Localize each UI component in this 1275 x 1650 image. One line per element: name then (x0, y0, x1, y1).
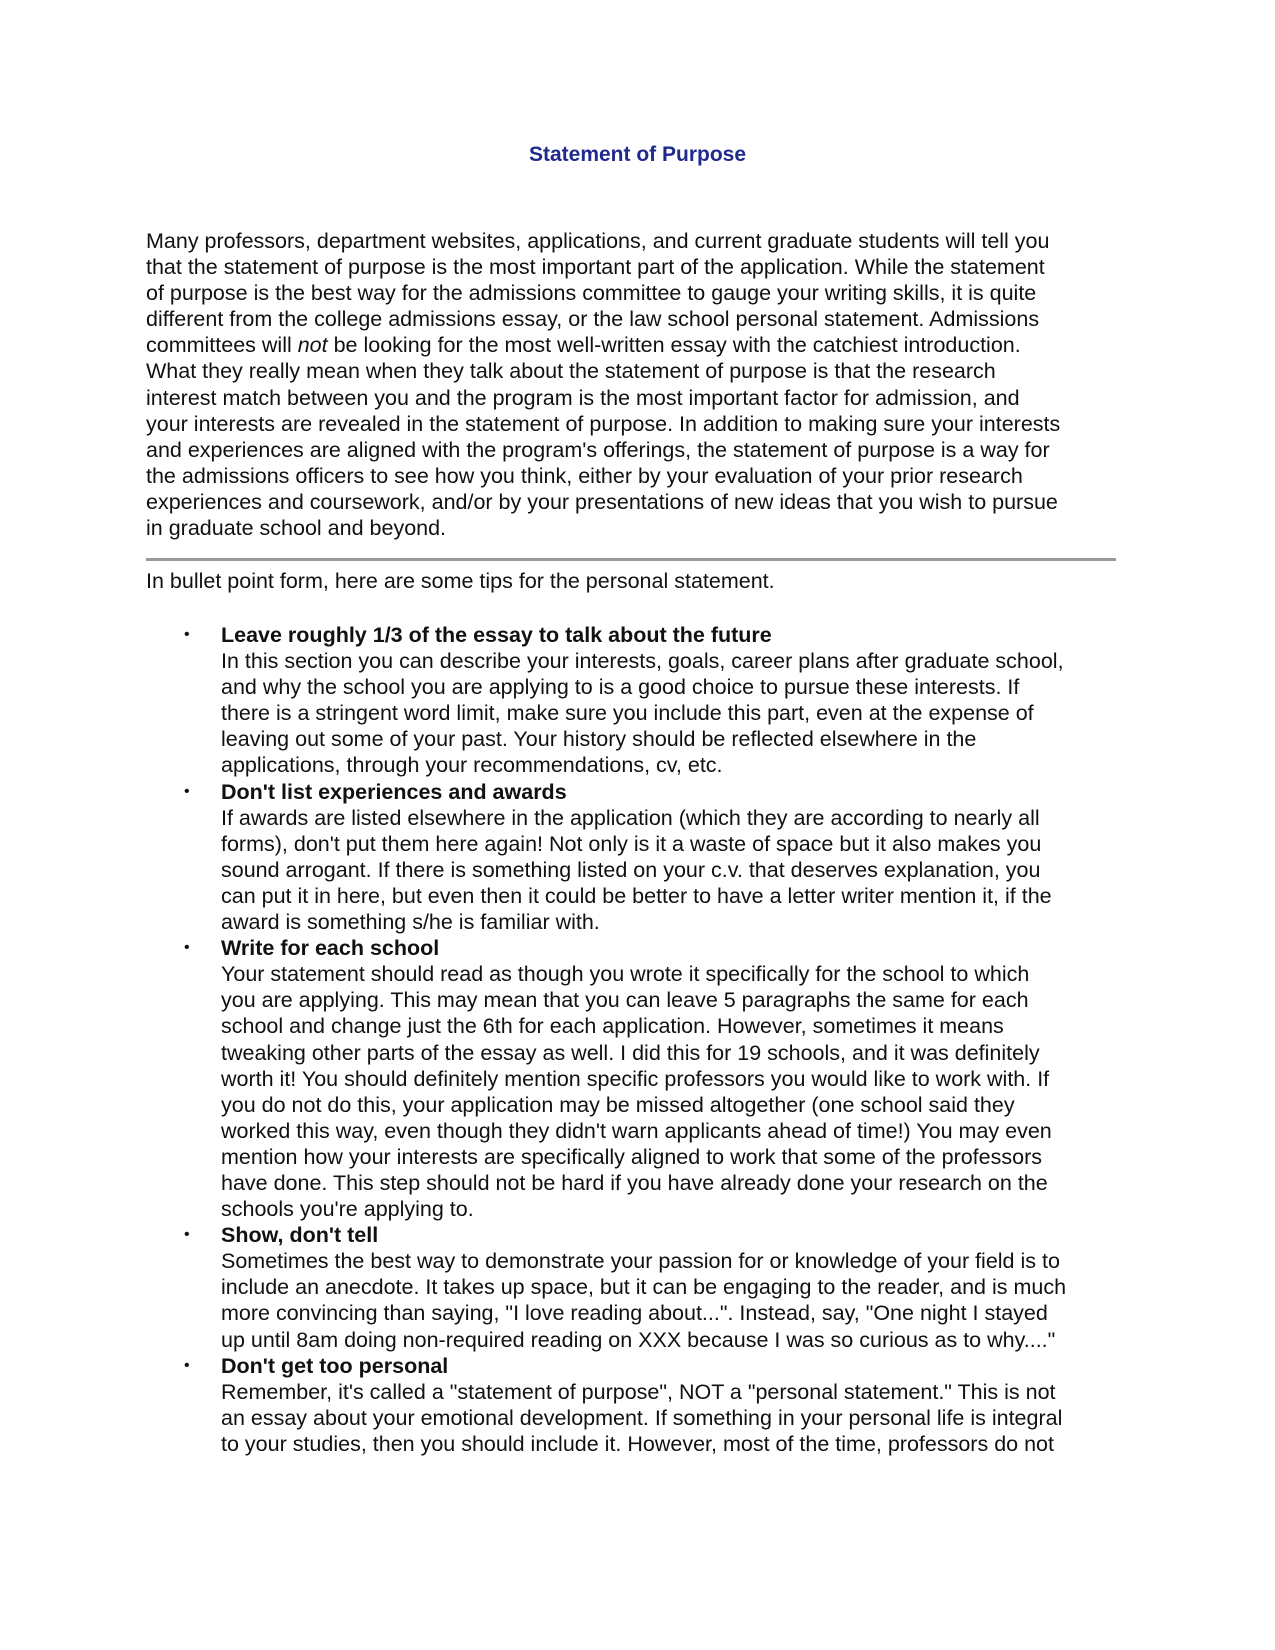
intro-line: the admissions officers to see how you think, either by your evaluation of your prior research (146, 463, 1023, 488)
tip-line: Sometimes the best way to demonstrate your passion for or knowledge of your field is to (221, 1249, 1060, 1274)
intro-line: experiences and coursework, and/or by your presentations of new ideas that you wish to pursue (146, 489, 1058, 514)
tip-line: more convincing than saying, "I love reading about...". Instead, say, "One night I stayed (221, 1301, 1048, 1326)
intro-line: of purpose is the best way for the admissions committee to gauge your writing skills, it is quite (146, 281, 1037, 306)
tip-body (221, 648, 1275, 778)
tip-line: worked this way, even though they didn't warn applicants ahead of time!) You may even (221, 1118, 1052, 1143)
tip-item (0, 935, 1275, 1222)
bullet-icon: • (184, 782, 190, 800)
horizontal-divider (146, 558, 1116, 561)
intro-line: and experiences are aligned with the program's offerings, the statement of purpose is a way for (146, 437, 1050, 462)
tip-line: In this section you can describe your interests, goals, career plans after graduate school, (221, 649, 1064, 674)
tip-body (221, 1248, 1275, 1352)
tip-line: there is a stringent word limit, make sure you include this part, even at the expense of (221, 701, 1034, 726)
intro-line: different from the college admissions essay, or the law school personal statement. Admissions (146, 307, 1040, 332)
tip-line: up until 8am doing non-required reading on XXX because I was so curious as to why...." (221, 1327, 1056, 1352)
tip-line: to your studies, then you should include it. However, most of the time, professors do not (221, 1431, 1054, 1456)
tip-line: tweaking other parts of the essay as well. I did this for 19 schools, and it was definitely (221, 1040, 1040, 1065)
bullet-icon: • (184, 1356, 190, 1374)
intro-line: your interests are revealed in the statement of purpose. In addition to making sure your interests (146, 411, 1061, 436)
tips-list (0, 622, 1275, 1457)
intro-line (146, 332, 1121, 358)
tip-line: and why the school you are applying to is a good choice to pursue these interests. If (221, 675, 1020, 700)
intro-line: Many professors, department websites, applications, and current graduate students will tell you (146, 229, 1050, 253)
tip-item (0, 1222, 1275, 1352)
intro-line: that the statement of purpose is the most important part of the application. While the statement (146, 255, 1045, 280)
tip-line: an essay about your emotional development. If something in your personal life is integral (221, 1405, 1063, 1430)
bullet-icon: • (184, 1226, 190, 1244)
tip-body (221, 805, 1275, 935)
bullet-icon: • (184, 626, 190, 643)
tip-line: worth it! You should definitely mention specific professors you would like to work with. If (221, 1066, 1050, 1091)
tip-line: school and change just the 6th for each application. However, sometimes it means (221, 1014, 1004, 1039)
intro-line: interest match between you and the program is the most important factor for admission, and (146, 385, 1020, 410)
tip-line: applications, through your recommendations, cv, etc. (221, 753, 723, 778)
tip-heading: Show, don't tell (221, 1223, 379, 1248)
intro-text: committees will (146, 333, 298, 358)
tip-line: If awards are listed elsewhere in the application (which they are according to nearly all (221, 805, 1040, 830)
tip-item (0, 779, 1275, 936)
tip-line: have done. This step should not be hard if you have already done your research on the (221, 1170, 1048, 1195)
page-title: Statement of Purpose (528, 143, 747, 166)
tip-line: forms), don't put them here again! Not only is it a waste of space but it also makes you (221, 831, 1042, 856)
tip-line: can put it in here, but even then it could be better to have a letter writer mention it, if the (221, 883, 1052, 908)
intro-paragraph (146, 228, 1121, 541)
intro-line: in graduate school and beyond. (146, 516, 447, 541)
emphasized-word: not (297, 333, 328, 358)
intro-line: What they really mean when they talk about the statement of purpose is that the research (146, 359, 996, 384)
tip-line: include an anecdote. It takes up space, but it can be engaging to the reader, and is much (221, 1275, 1067, 1300)
tip-item (0, 622, 1275, 779)
tip-item (0, 1353, 1275, 1457)
tip-heading: Don't get too personal (221, 1353, 449, 1378)
intro-text: be looking for the most well-written essay with the catchiest introduction. (327, 333, 1021, 358)
tip-body (221, 961, 1275, 1222)
bullet-icon: • (184, 939, 190, 957)
tip-line: you do not do this, your application may be missed altogether (one school said they (221, 1092, 1015, 1117)
tips-intro-text: In bullet point form, here are some tips for the personal statement. (146, 569, 775, 593)
tip-line: leaving out some of your past. Your history should be reflected elsewhere in the (221, 727, 977, 752)
tip-line: award is something s/he is familiar with. (221, 910, 600, 935)
tip-line: Remember, it's called a "statement of purpose", NOT a "personal statement." This is not (221, 1379, 1056, 1404)
tip-line: schools you're applying to. (221, 1197, 474, 1222)
tip-line: mention how your interests are specifically aligned to work that some of the professors (221, 1144, 1042, 1169)
tip-line: you are applying. This may mean that you can leave 5 paragraphs the same for each (221, 988, 1029, 1013)
tip-body (221, 1379, 1275, 1457)
tip-heading: Don't list experiences and awards (221, 779, 567, 804)
tip-heading: Write for each school (221, 936, 440, 961)
tip-heading: Leave roughly 1/3 of the essay to talk about the future (221, 623, 772, 647)
tip-line: sound arrogant. If there is something listed on your c.v. that deserves explanation, you (221, 857, 1041, 882)
tip-line: Your statement should read as though you wrote it specifically for the school to which (221, 962, 1030, 987)
